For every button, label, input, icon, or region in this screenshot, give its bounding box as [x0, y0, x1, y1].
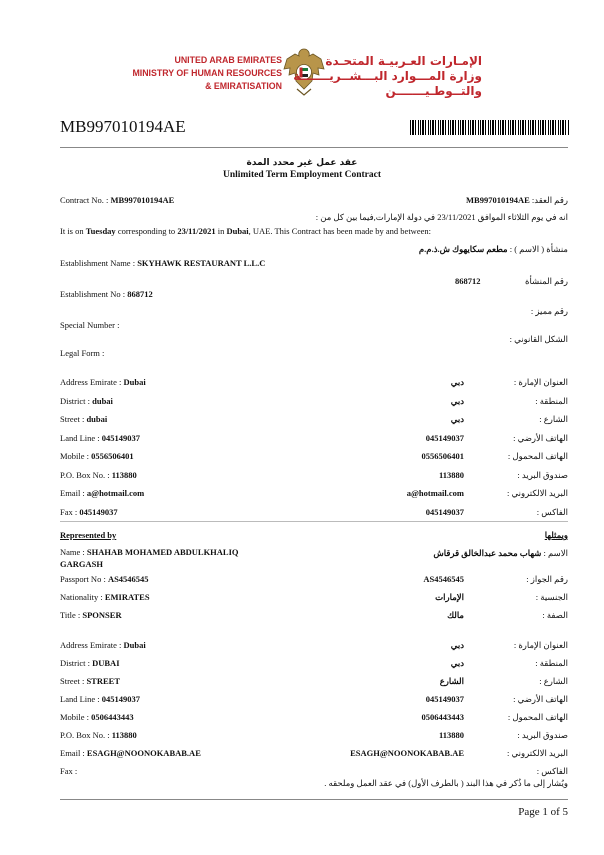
field-value-ar: مالك: [447, 610, 464, 620]
field-en: [60, 640, 146, 650]
field-label-ar: العنوان الإمارة :: [513, 377, 568, 387]
field-value-ar: ESAGH@NOONOKABAB.AE: [350, 748, 464, 758]
est-no-ar-label: رقم المنشأة: [524, 276, 568, 286]
field-label-ar: المنطقة :: [535, 395, 568, 406]
field-value-ar: a@hotmail.com: [406, 488, 464, 498]
field-label: Fax :: [60, 506, 78, 517]
field-value: STREET: [86, 676, 120, 686]
title-ar: عقد عمل غير محدد المدة: [246, 158, 358, 168]
org-line-ar: وزارة المـــوارد البـــشــريـــــــة: [293, 69, 482, 83]
field-label-ar: العنوان الإمارة :: [513, 640, 568, 650]
field-label: Mobile :: [60, 712, 90, 722]
intro-day: Tuesday: [85, 226, 116, 236]
field-en: [60, 433, 140, 443]
intro-ar: انه في يوم الثلاثاء الموافق 23/11/2021 في دولة الإمارات,فيما بين كل من :: [315, 212, 568, 222]
intro-place: Dubai: [226, 226, 249, 236]
field-value-ar: 045149037: [425, 694, 464, 704]
field-en: [60, 592, 150, 602]
field-value-ar: AS4546545: [423, 574, 464, 584]
intro-date: 23/11/2021: [177, 226, 216, 236]
field-label-ar: الجنسية :: [535, 592, 568, 602]
rep-name-ar-value: شهاب محمد عبدالخالق قرقاش: [433, 548, 542, 558]
field-en: [60, 766, 77, 776]
header-divider: [60, 147, 568, 148]
contract-no-en: [60, 195, 174, 205]
field-value-ar: الشارع: [439, 676, 464, 686]
field-value-ar: دبي: [450, 658, 464, 668]
field-label: District :: [60, 395, 90, 406]
contract-no-label: Contract No. :: [60, 195, 109, 205]
rep-name-ar-label: الاسم :: [543, 548, 568, 558]
field-value: a@hotmail.com: [86, 488, 145, 498]
field-en: [60, 574, 149, 584]
org-line-en: & EMIRATISATION: [205, 81, 282, 91]
field-en: [60, 712, 134, 722]
special-no-en: Special Number :: [60, 320, 120, 330]
field-label: District :: [60, 658, 90, 668]
field-label: Title :: [60, 610, 81, 620]
field-value: 0506443443: [91, 712, 134, 722]
field-label-ar: صندوق البريد :: [517, 469, 568, 480]
field-en: [60, 451, 134, 461]
field-value: 045149037: [79, 506, 118, 517]
field-value: 113880: [111, 469, 137, 480]
intro-text: , UAE. This Contract has been made by and between:: [248, 226, 431, 236]
footer-note-ar: ويُشار إلى ما ذُكر في هذا البند ( بالطرف الأول) في عقد العمل وملحقه .: [324, 778, 568, 788]
field-label: Fax :: [60, 766, 78, 776]
est-name-value: SKYHAWK RESTAURANT L.L.C: [137, 258, 266, 268]
org-line-en: UNITED ARAB EMIRATES: [174, 55, 282, 65]
field-en: [60, 658, 120, 668]
est-no-en: [60, 289, 153, 299]
field-label: Email :: [60, 488, 85, 498]
field-value: AS4546545: [107, 574, 149, 584]
field-label: P.O. Box No. :: [60, 469, 110, 480]
field-label: Nationality :: [60, 592, 103, 602]
est-name-ar-label: منشأة ( الاسم ) :: [509, 244, 568, 254]
field-value: EMIRATES: [104, 592, 150, 602]
field-value: Dubai: [123, 377, 146, 387]
field-en: [60, 748, 201, 758]
field-en: [60, 414, 107, 424]
intro-text: in: [215, 226, 227, 236]
field-en: [60, 676, 120, 686]
field-en: [60, 610, 122, 620]
field-label-ar: الفاكس :: [536, 766, 568, 776]
field-value-ar: دبي: [450, 395, 464, 406]
org-line-ar: والتــوطـيـــــــن: [385, 84, 482, 98]
field-label: Street :: [60, 676, 85, 686]
field-label: Land Line :: [60, 694, 100, 704]
represented-heading-en: Represented by: [60, 530, 117, 540]
field-value-ar: دبي: [450, 640, 464, 650]
contract-no-value: MB997010194AE: [110, 195, 175, 205]
rep-name-label: Name :: [60, 547, 85, 557]
field-label-ar: الهاتف المحمول :: [507, 451, 568, 461]
rep-name-en: [60, 546, 239, 570]
field-value: Dubai: [123, 640, 146, 650]
field-label-ar: الهاتف المحمول :: [507, 712, 568, 722]
org-name-en: [100, 54, 282, 93]
field-label-ar: البريد الالكتروني :: [507, 748, 568, 758]
field-value: SPONSER: [82, 610, 122, 620]
field-value: dubai: [92, 395, 113, 406]
field-label-ar: الشارع :: [539, 414, 568, 424]
contract-no-label-ar: رقم العقد:: [531, 195, 568, 205]
legal-form-ar: الشكل القانوني :: [509, 334, 568, 344]
section-divider: [60, 521, 568, 522]
title-en: Unlimited Term Employment Contract: [222, 170, 382, 180]
field-value-ar: 045149037: [425, 432, 464, 443]
est-name-ar-value: مطعم سكايهوك ش.ذ.م.م: [418, 244, 508, 254]
field-en: [60, 507, 118, 517]
est-name-label: Establishment Name :: [60, 258, 136, 268]
field-value-ar: دبي: [450, 414, 464, 424]
field-en: [60, 396, 113, 406]
field-label-ar: الفاكس :: [536, 506, 568, 517]
intro-text: corresponding to: [115, 226, 178, 236]
field-label: Passport No :: [60, 574, 106, 584]
field-en: [60, 470, 137, 480]
field-value: 045149037: [101, 432, 141, 443]
field-label: Mobile :: [60, 451, 90, 461]
field-label: Address Emirate :: [60, 377, 122, 387]
represented-heading-ar: ويمثلها: [544, 530, 568, 540]
org-name-ar: [293, 54, 482, 99]
page-number: Page 1 of 5: [518, 806, 568, 818]
field-en: [60, 488, 144, 498]
field-value: dubai: [86, 414, 108, 424]
est-name-en: [60, 258, 265, 268]
field-value-ar: 113880: [438, 730, 464, 740]
field-label-ar: البريد الالكتروني :: [507, 488, 568, 498]
rep-name-ar: [433, 548, 568, 559]
rep-name-value: SHAHAB MOHAMED ABDULKHALIQ: [86, 547, 239, 557]
field-label: Street :: [60, 414, 85, 424]
field-label: Address Emirate :: [60, 640, 122, 650]
field-label: Email :: [60, 748, 85, 758]
field-value: 045149037: [101, 694, 141, 704]
field-value-ar: 0506443443: [421, 712, 464, 722]
field-label-ar: الصفة :: [542, 610, 568, 620]
field-value: 0556506401: [91, 451, 134, 461]
field-value-ar: الإمارات: [435, 592, 464, 602]
footer-divider: [60, 799, 568, 800]
field-label-ar: الهاتف الأرضي :: [513, 432, 568, 443]
field-value-ar: 113880: [438, 469, 464, 480]
contract-no-value-ar: MB997010194AE: [466, 195, 530, 205]
field-label-ar: المنطقة :: [535, 658, 568, 668]
field-label: Land Line :: [60, 432, 100, 443]
est-no-value: 868712: [127, 289, 153, 299]
document-number: MB997010194AE: [60, 117, 186, 136]
est-name-ar: [419, 244, 568, 255]
contract-no-ar: [466, 195, 568, 206]
field-label-ar: الهاتف الأرضي :: [513, 694, 568, 704]
org-line-ar: الإمـارات العـربيـة المتحـدة: [325, 54, 482, 68]
field-value-ar: دبي: [450, 377, 464, 387]
field-label-ar: الشارع :: [539, 676, 568, 686]
field-value: ESAGH@NOONOKABAB.AE: [86, 748, 201, 758]
field-value-ar: 0556506401: [421, 451, 464, 461]
field-label-ar: صندوق البريد :: [517, 730, 568, 740]
est-no-label: Establishment No :: [60, 289, 126, 299]
org-line-en: MINISTRY OF HUMAN RESOURCES: [132, 68, 282, 78]
field-value-ar: 045149037: [425, 506, 464, 517]
field-value: DUBAI: [92, 658, 120, 668]
est-no-ar-value: 868712: [455, 276, 481, 286]
field-en: [60, 694, 140, 704]
field-en: [60, 730, 137, 740]
field-label: P.O. Box No. :: [60, 730, 110, 740]
field-en: [60, 377, 146, 387]
legal-form-en: Legal Form :: [60, 348, 105, 358]
field-value: 113880: [111, 730, 137, 740]
intro-text: It is on: [60, 226, 86, 236]
rep-name-value-2: GARGASH: [60, 559, 103, 569]
special-no-ar: رقم مميز :: [530, 306, 568, 316]
intro-en: [60, 226, 431, 236]
barcode: [410, 120, 570, 135]
field-label-ar: رقم الجواز :: [526, 574, 568, 584]
